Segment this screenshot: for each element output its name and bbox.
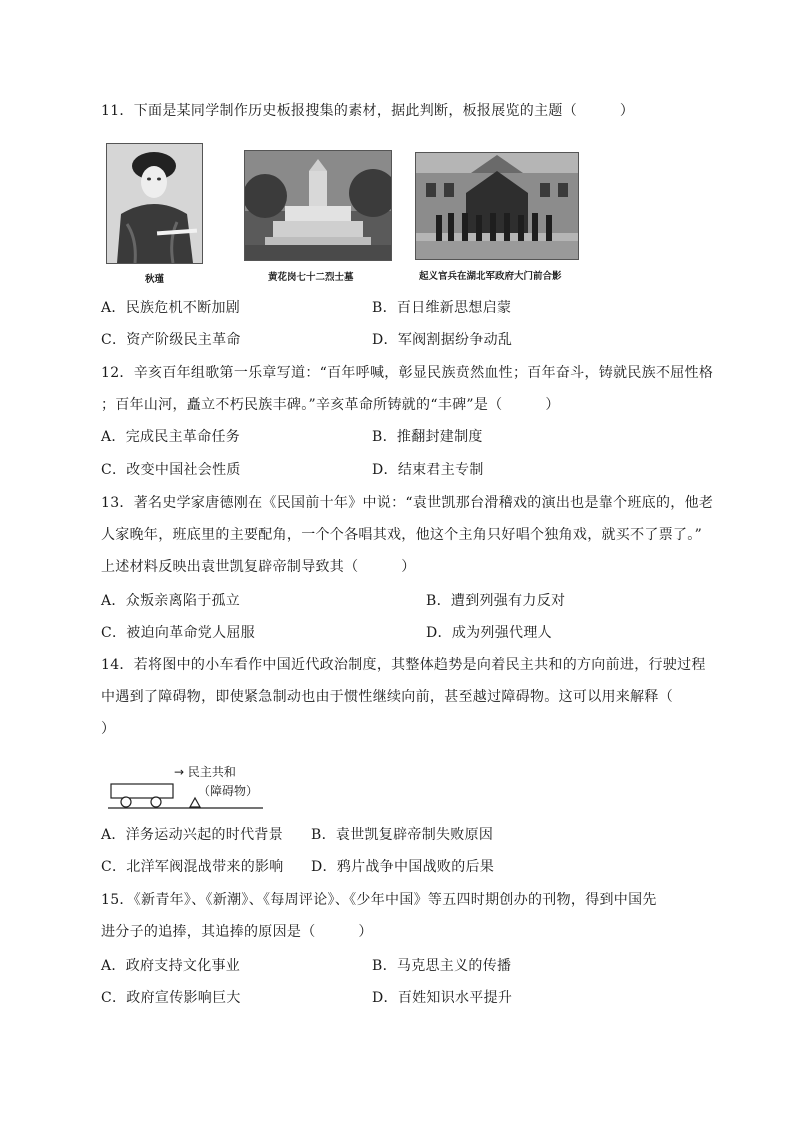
q11-option-a[interactable]: A．民族危机不断加剧 (101, 300, 241, 316)
q14-option-b[interactable]: B．袁世凯复辟帝制失败原因 (311, 827, 494, 843)
caption-3: 起义官兵在湖北军政府大门前合影 (419, 271, 562, 282)
q15-option-d[interactable]: D．百姓知识水平提升 (372, 990, 513, 1006)
q12-option-d[interactable]: D．结束君主专制 (372, 462, 484, 478)
q15-option-c[interactable]: C．政府宣传影响巨大 (101, 990, 241, 1006)
q13-option-d[interactable]: D．成为列强代理人 (426, 625, 552, 641)
q11-stem: 11．下面是某同学制作历史板报搜集的素材，据此判断，板报展览的主题（ ） (101, 103, 635, 119)
q12-option-b[interactable]: B．推翻封建制度 (372, 429, 483, 445)
q14-stem-line1: 14．若将图中的小车看作中国近代政治制度，其整体趋势是向着民主共和的方向前进，行驶过程 (101, 657, 706, 673)
q14-stem-line3: ） (101, 721, 116, 737)
q12-stem-line2: ；百年山河，矗立不朽民族丰碑。”辛亥革命所铸就的“丰碑”是（ ） (101, 397, 560, 413)
q15-stem-line2: 进分子的追捧，其追捧的原因是（ ） (101, 924, 373, 940)
q14-option-a[interactable]: A．洋务运动兴起的时代背景 (101, 827, 284, 843)
q14-option-d[interactable]: D．鸦片战争中国战败的后果 (311, 859, 495, 875)
diagram-label-democracy: → 民主共和 (174, 765, 236, 779)
q14-stem-line2: 中遇到了障碍物，即使紧急制动也由于惯性继续向前，甚至越过障碍物。这可以用来解释（ (101, 689, 673, 705)
q11-option-b[interactable]: B．百日维新思想启蒙 (372, 300, 512, 316)
q13-option-b[interactable]: B．遭到列强有力反对 (426, 593, 566, 609)
q15-option-b[interactable]: B．马克思主义的传播 (372, 958, 512, 974)
q15-stem-line1: 15．《新青年》、《新潮》、《每周评论》、《少年中国》等五四时期创办的刊物，得到中国先 (101, 892, 657, 908)
q11-option-c[interactable]: C．资产阶级民主革命 (101, 332, 241, 348)
q12-option-a[interactable]: A．完成民主革命任务 (101, 429, 241, 445)
q13-stem-line3: 上述材料反映出袁世凯复辟帝制导致其（ ） (101, 559, 416, 575)
q13-option-a[interactable]: A．众叛亲离陷于孤立 (101, 593, 241, 609)
q13-stem-line2: 人家晚年，班底里的主要配角，一个个各唱其戏，他这个主角只好唱个独角戏，就买不了票了。” (101, 527, 703, 543)
portrait-photo (106, 143, 203, 264)
military-government-photo (415, 152, 579, 260)
q12-stem-line1: 12．辛亥百年组歌第一乐章写道：“百年呼喊，彰显民族贲然血性；百年奋斗，铸就民族不屈性格 (101, 365, 714, 381)
tomb-photo (244, 150, 392, 261)
diagram-label-obstacle: （障碍物） (198, 784, 259, 798)
q11-option-d[interactable]: D．军阀割据纷争动乱 (372, 332, 513, 348)
caption-2: 黄花岗七十二烈士墓 (268, 272, 354, 283)
caption-1: 秋瑾 (145, 274, 165, 285)
q13-stem-line1: 13．著名史学家唐德刚在《民国前十年》中说：“袁世凯那台滑稽戏的演出也是靠个班底的，他老 (101, 495, 714, 511)
q14-option-c[interactable]: C．北洋军阀混战带来的影响 (101, 859, 284, 875)
q12-option-c[interactable]: C．改变中国社会性质 (101, 462, 241, 478)
q15-option-a[interactable]: A．政府支持文化事业 (101, 958, 241, 974)
q13-option-c[interactable]: C．被迫向革命党人屈服 (101, 625, 256, 641)
